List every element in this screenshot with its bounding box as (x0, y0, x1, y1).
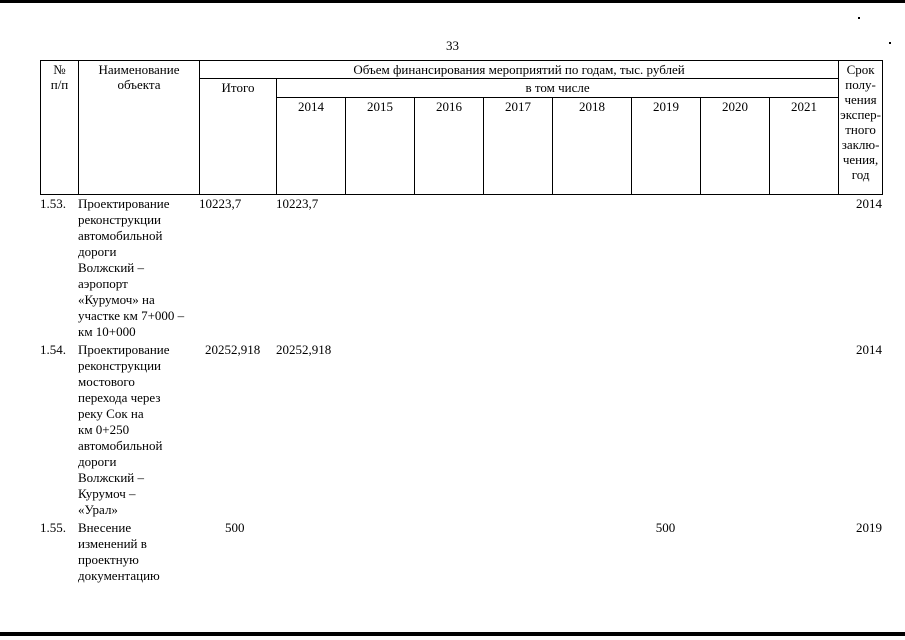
row-term: 2014 (856, 342, 882, 357)
row-year-2019 (631, 194, 700, 340)
row-term: 2014 (856, 196, 882, 211)
header-no: № п/п (41, 61, 79, 195)
header-year: 2016 (415, 98, 484, 195)
header-total: Итого (200, 79, 277, 195)
row-year-2014: 20252,918 (276, 342, 332, 357)
row-year-2014: 10223,7 (276, 196, 319, 211)
table-header (40, 60, 883, 195)
row-name: Внесение изменений в проектную документацию (78, 520, 160, 583)
row-name: Проектирование реконструкции мостового перехода через реку Сок на км 0+250 автомобильной дороги Волжский – Курумоч – «Урал» (78, 342, 170, 517)
row-year-2021 (769, 194, 838, 340)
header-year: 2021 (770, 98, 839, 195)
scan-speck (858, 17, 860, 19)
row-year-2020 (700, 194, 769, 340)
header-funding: Объем финансирования мероприятий по годам, тыс. рублей (200, 61, 839, 79)
row-total: 10223,7 (199, 196, 242, 211)
table-row (40, 194, 882, 340)
row-year-2015 (345, 340, 414, 518)
row-number: 1.53. (40, 196, 66, 211)
row-year-2015 (345, 518, 414, 584)
row-year-2019: 500 (655, 520, 676, 535)
row-year-2016 (414, 340, 483, 518)
row-total: 500 (225, 520, 245, 535)
page-number: 33 (446, 38, 459, 53)
row-year-2021 (769, 340, 838, 518)
table-row (40, 340, 882, 518)
row-term: 2019 (856, 520, 882, 535)
row-year-2018 (552, 340, 631, 518)
scan-top-border (0, 0, 905, 3)
header-year: 2015 (346, 98, 415, 195)
row-year-2017 (483, 194, 552, 340)
row-year-2017 (483, 340, 552, 518)
row-year-2018 (552, 194, 631, 340)
row-year-2019 (631, 340, 700, 518)
row-year-2016 (414, 194, 483, 340)
header-term: Срок полу- чения экспер- тного заклю- чения, год (839, 61, 883, 195)
header-year: 2020 (701, 98, 770, 195)
table-row (40, 518, 882, 584)
header-including: в том числе (277, 79, 839, 98)
row-year-2020 (700, 518, 769, 584)
row-year-2016 (414, 518, 483, 584)
row-year-2018 (552, 518, 631, 584)
row-number: 1.54. (40, 342, 66, 357)
header-year: 2017 (484, 98, 553, 195)
header-name: Наименование объекта (79, 61, 200, 195)
row-number: 1.55. (40, 520, 66, 535)
row-year-2021 (769, 518, 838, 584)
row-year-2014 (276, 518, 345, 584)
row-name: Проектирование реконструкции автомобильной дороги Волжский – аэропорт «Курумоч» на участке км 7+000 – км 10+000 (78, 196, 185, 339)
row-year-2020 (700, 340, 769, 518)
header-year: 2019 (632, 98, 701, 195)
table-body (40, 194, 882, 584)
row-year-2015 (345, 194, 414, 340)
row-total: 20252,918 (205, 342, 261, 357)
scan-bottom-border (0, 632, 905, 636)
row-year-2017 (483, 518, 552, 584)
header-year: 2014 (277, 98, 346, 195)
header-year: 2018 (553, 98, 632, 195)
